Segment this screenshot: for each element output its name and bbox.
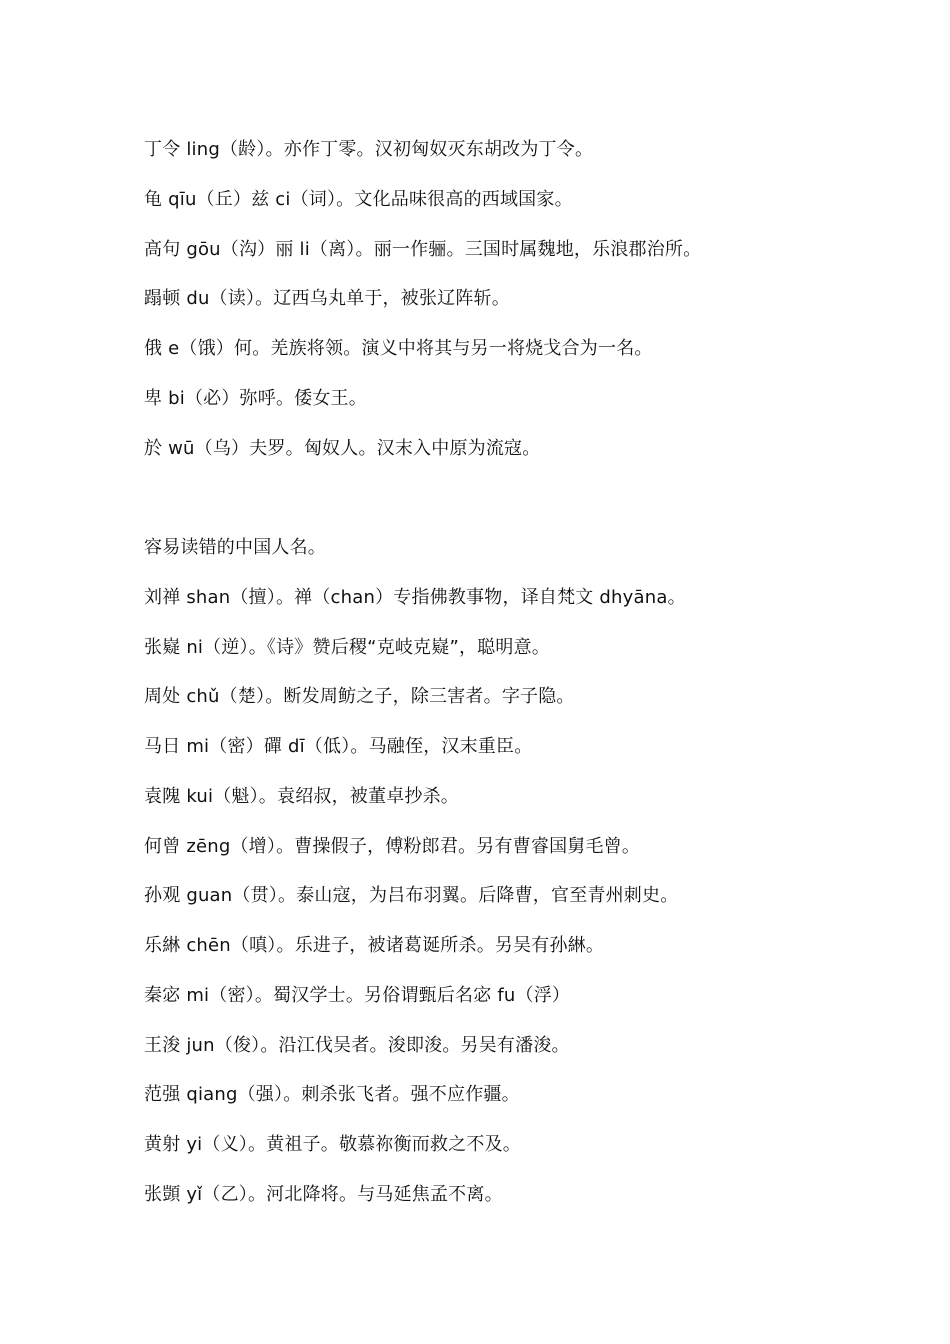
text-line: 於 wū（乌）夫罗。匈奴人。汉末入中原为流寇。 <box>144 438 541 459</box>
text-line: 周处 chǔ（楚）。断发周鲂之子，除三害者。字子隐。 <box>144 686 575 707</box>
section-heading: 容易读错的中国人名。 <box>144 537 326 558</box>
text-line: 马日 mi（密）磾 dī（低）。马融侄，汉末重臣。 <box>144 736 533 757</box>
text-line: 蹋顿 du（读）。辽西乌丸单于，被张辽阵斩。 <box>144 288 510 309</box>
text-line: 乐綝 chēn（嗔）。乐进子，被诸葛诞所杀。另吴有孙綝。 <box>144 935 605 956</box>
text-line: 高句 gōu（沟）丽 li（离）。丽一作骊。三国时属魏地，乐浪郡治所。 <box>144 239 702 260</box>
text-line: 何曾 zēng（增）。曹操假子，傅粉郎君。另有曹睿国舅毛曾。 <box>144 836 641 857</box>
text-line: 范强 qiang（强）。刺杀张飞者。强不应作疆。 <box>144 1084 520 1105</box>
text-line: 孙观 guan（贯）。泰山寇，为吕布羽翼。后降曹，官至青州刺史。 <box>144 885 679 906</box>
text-line: 黄射 yi（义）。黄祖子。敬慕祢衡而救之不及。 <box>144 1134 521 1155</box>
text-line: 王浚 jun（俊）。沿江伐吴者。浚即浚。另吴有潘浚。 <box>144 1035 570 1056</box>
text-line: 张嶷 ni（逆）。《诗》赞后稷“克岐克嶷”，聪明意。 <box>144 637 550 658</box>
text-line: 丁令 ling（龄）。亦作丁零。汉初匈奴灭东胡改为丁令。 <box>144 139 594 160</box>
text-line: 龟 qīu（丘）兹 ci（词）。文化品味很高的西域国家。 <box>144 189 573 210</box>
text-line: 张顗 yǐ（乙）。河北降将。与马延焦孟不离。 <box>144 1184 503 1205</box>
text-line: 袁隗 kui（魁）。袁绍叔，被董卓抄杀。 <box>144 786 459 807</box>
text-line: 卑 bi（必）弥呼。倭女王。 <box>144 388 367 409</box>
text-line: 秦宓 mi（密）。蜀汉学士。另俗谓甄后名宓 fu（浮） <box>144 985 571 1006</box>
text-line: 刘禅 shan（擅）。禅（chan）专指佛教事物，译自梵文 dhyāna。 <box>144 587 686 608</box>
text-line: 俄 e（饿）何。羌族将领。演义中将其与另一将烧戈合为一名。 <box>144 338 653 359</box>
